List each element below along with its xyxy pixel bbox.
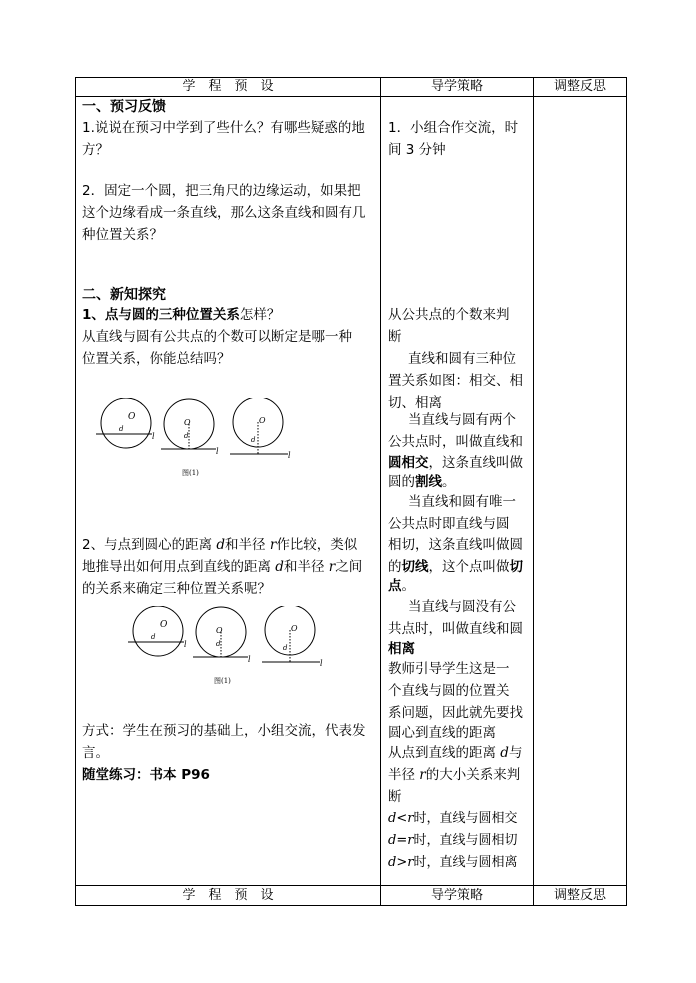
text-part: 从点到直线的距离 (388, 745, 501, 761)
radius-symbol: r (269, 537, 277, 553)
strategy-1-line-1: 1．小组合作交流，时 (388, 120, 519, 136)
table-top-border (75, 77, 627, 78)
term-secant: 割线 (415, 474, 442, 490)
text-part: 半径 (388, 767, 420, 783)
method-line-2: 言。 (82, 745, 109, 761)
svg-text:l: l (320, 659, 323, 668)
strategy-7-line-1: 教师引导学生这是一 (388, 661, 510, 677)
question-2-line-2: 这个边缘看成一条直线，那么这条直线和圆有几 (82, 205, 366, 221)
strategy-7-line-4: 圆心到直线的距离 (388, 725, 496, 741)
footer-header-col-strategy: 导学策略 (430, 888, 483, 903)
equals-sign: = (396, 833, 408, 848)
section-explore-title: 二、新知探究 (82, 287, 166, 303)
paragraph-2-line-2 (82, 556, 362, 578)
svg-text:l: l (288, 451, 291, 460)
text-part: 和半径 (225, 537, 270, 553)
svg-text:d: d (151, 633, 156, 641)
text-part: 时，直线与圆相离 (413, 855, 518, 870)
radius-symbol: r (407, 833, 414, 848)
text-part: 与 (508, 745, 523, 761)
header-col-reflection: 调整反思 (553, 79, 606, 94)
strategy-8-line-1 (388, 742, 522, 764)
strategy-2-line-1: 从公共点的个数来判 (388, 307, 510, 323)
strategy-6-line-2: 共点时，叫做直线和圆 (388, 621, 523, 637)
column-divider-1 (380, 77, 381, 906)
svg-text:l: l (248, 655, 251, 664)
text-part: 时，直线与圆相切 (413, 833, 518, 848)
text-part: 地推导出如何用点到直线的距离 (82, 559, 276, 575)
term-tangent-point: 点 (388, 578, 402, 594)
strategy-7-line-2: 个直线与圆的位置关 (388, 683, 510, 699)
footer-header-top-border (75, 885, 627, 886)
svg-text:d: d (216, 640, 221, 648)
strategy-7-line-3: 系问题，因此就先要找 (388, 705, 523, 721)
question-1-line-2: 方？ (82, 142, 109, 158)
distance-symbol: d (275, 559, 284, 575)
greater-than-sign: > (396, 855, 408, 870)
header-col-lesson: 学 程 预 设 (182, 79, 274, 94)
distance-symbol: d (388, 855, 397, 870)
relation-intersect (388, 808, 517, 830)
column-divider-2 (533, 77, 534, 906)
svg-text:O: O (160, 620, 168, 630)
paragraph-2-line-1 (82, 534, 357, 556)
method-line-1: 方式：学生在预习的基础上，小组交流，代表发 (82, 723, 366, 739)
text-part: ，这条直线叫做 (428, 455, 523, 471)
strategy-3-line-2: 置关系如图：相交、相 (388, 373, 523, 389)
svg-text:O: O (216, 626, 223, 635)
strategy-5-line-1: 当直线和圆有唯一 (408, 494, 516, 510)
distance-symbol: d (388, 811, 397, 826)
strategy-8-line-3: 断 (388, 789, 402, 805)
svg-text:O: O (291, 624, 298, 633)
table-left-border (75, 77, 76, 906)
text-part: 。 (401, 578, 415, 594)
paragraph-1-line-2: 位置关系，你能总结吗？ (82, 351, 231, 367)
strategy-4-line-1: 当直线与圆有两个 (408, 412, 516, 428)
text-part: ，这个点叫做 (428, 559, 510, 575)
svg-text:O: O (259, 416, 266, 425)
svg-text:O: O (184, 418, 191, 427)
relation-separate (388, 852, 517, 874)
svg-text:l: l (216, 447, 219, 456)
subsection-1-bold: 1、点与圆的三种位置关系 (82, 307, 240, 323)
strategy-1-line-2: 间 3 分钟 (388, 142, 446, 158)
svg-text:d: d (119, 425, 124, 433)
subsection-1-heading (82, 304, 280, 326)
text-part: 时，直线与圆相交 (413, 811, 518, 826)
subsection-1-tail: 怎样？ (239, 307, 281, 323)
svg-text:图(1): 图(1) (214, 677, 231, 685)
practice-line: 随堂练习：书本 P96 (82, 767, 210, 783)
term-tangent-point: 切 (509, 559, 523, 575)
term-intersect: 圆相交 (388, 455, 429, 471)
strategy-3-line-3: 切、相离 (388, 395, 442, 411)
distance-symbol: d (388, 833, 397, 848)
strategy-8-line-2 (388, 764, 520, 786)
strategy-5-line-5 (388, 575, 415, 597)
question-1-line-1: 1.说说在预习中学到了些什么？有哪些疑惑的地 (82, 120, 365, 136)
svg-text:d: d (251, 436, 256, 444)
relation-tangent (388, 830, 517, 852)
circle-line-figure-2 (124, 606, 324, 686)
svg-text:d: d (283, 644, 288, 652)
question-2-line-3: 种位置关系？ (82, 227, 163, 243)
svg-text:O: O (128, 412, 136, 422)
strategy-2-line-2: 断 (388, 329, 402, 345)
text-part: 。 (442, 474, 456, 490)
table-right-border (626, 77, 627, 906)
question-2-line-1: 2．固定一个圆，把三角尺的边缘运动，如果把 (82, 183, 361, 199)
text-part: 和半径 (283, 559, 329, 575)
radius-symbol: r (407, 811, 414, 826)
radius-symbol: r (419, 767, 426, 783)
radius-symbol: r (407, 855, 414, 870)
svg-text:l: l (152, 432, 155, 441)
strategy-3-line-1: 直线和圆有三种位 (408, 351, 516, 367)
footer-header-col-reflection: 调整反思 (553, 888, 606, 903)
svg-text:l: l (184, 640, 187, 649)
footer-header-col-lesson: 学 程 预 设 (182, 888, 274, 903)
text-part: 2、与点到圆心的距离 (82, 537, 217, 553)
strategy-6-line-1: 当直线与圆没有公 (408, 599, 516, 615)
less-than-sign: < (396, 811, 408, 826)
strategy-4-line-4 (388, 471, 456, 493)
table-bottom-border (75, 905, 627, 906)
text-part: 作比较，类似 (276, 537, 358, 553)
distance-symbol: d (216, 537, 226, 553)
term-tangent-line: 切线 (401, 559, 429, 575)
text-part: 的大小关系来判 (425, 767, 521, 783)
section-preview-title: 一、预习反馈 (82, 99, 166, 115)
radius-symbol: r (328, 559, 336, 575)
circle-line-figure-1 (92, 398, 292, 478)
svg-text:图(1): 图(1) (182, 469, 199, 477)
strategy-5-line-2: 公共点时即直线与圆 (388, 516, 510, 532)
strategy-5-line-3: 相切，这条直线叫做圆 (388, 537, 523, 553)
distance-symbol: d (500, 745, 509, 761)
header-col-strategy: 导学策略 (430, 79, 483, 94)
text-part: 的 (388, 559, 402, 575)
paragraph-2-line-3: 的关系来确定三种位置关系呢？ (82, 581, 271, 597)
paragraph-1-line-1: 从直线与圆有公共点的个数可以断定是哪一种 (82, 329, 352, 345)
text-part: 圆的 (388, 474, 415, 490)
text-part: 之间 (335, 559, 363, 575)
svg-text:d: d (184, 432, 189, 440)
strategy-4-line-2: 公共点时，叫做直线和 (388, 434, 523, 450)
strategy-6-line-3: 相离 (388, 641, 415, 657)
